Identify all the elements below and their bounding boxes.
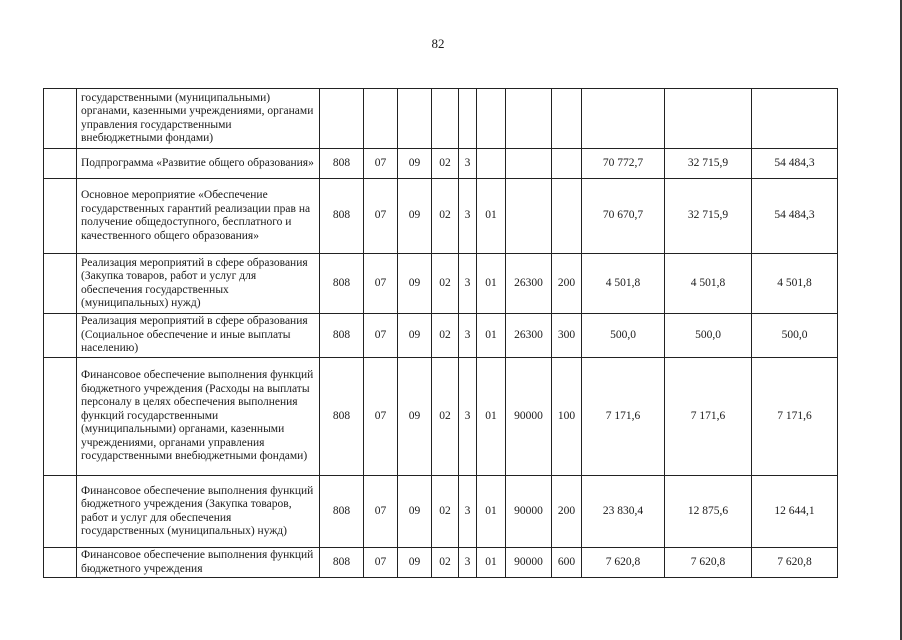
row-name: государственными (муниципальными) органами, казенными учреждениями, органами управления государственными внебюджетными фондами) [77,89,320,149]
cell-vedomstvo: 808 [320,314,364,358]
row-margin-cell [44,89,77,149]
cell-program: 02 [432,476,459,548]
cell-direction [506,89,552,149]
table-body [44,89,838,578]
cell-direction [506,179,552,254]
page-number: 82 [431,36,445,51]
cell-event: 01 [477,314,506,358]
row-name: Финансовое обеспечение выполнения функций бюджетного учреждения (Расходы на выплаты персоналу в целях обеспечения выполнения функций государственными (муниципальными) органами, казенными учреждениями, органами управления государственными внебюджетными фондами) [77,358,320,476]
cell-sum-2: 7 171,6 [665,358,752,476]
cell-sum-3: 54 484,3 [752,149,838,179]
cell-sum-1: 23 830,4 [582,476,665,548]
cell-direction: 90000 [506,548,552,578]
cell-sum-2: 7 620,8 [665,548,752,578]
row-margin-cell [44,548,77,578]
row-name: Реализация мероприятий в сфере образования (Социальное обеспечение и иные выплаты населению) [77,314,320,358]
cell-podrazdel: 09 [398,476,432,548]
cell-event [477,149,506,179]
cell-expense-type [552,179,582,254]
row-name: Основное мероприятие «Обеспечение государственных гарантий реализации прав на получение общедоступного, бесплатного и качественного общего образования» [77,179,320,254]
cell-program [432,89,459,149]
cell-event: 01 [477,254,506,314]
cell-vedomstvo: 808 [320,254,364,314]
cell-podrazdel: 09 [398,548,432,578]
cell-event: 01 [477,179,506,254]
row-margin-cell [44,476,77,548]
cell-sum-3: 7 171,6 [752,358,838,476]
row-margin-cell [44,254,77,314]
cell-vedomstvo: 808 [320,179,364,254]
cell-sum-2: 500,0 [665,314,752,358]
cell-sum-3: 54 484,3 [752,179,838,254]
cell-event: 01 [477,548,506,578]
cell-direction: 26300 [506,254,552,314]
cell-expense-type: 200 [552,254,582,314]
cell-podrazdel: 09 [398,179,432,254]
row-margin-cell [44,358,77,476]
cell-vedomstvo: 808 [320,358,364,476]
table-row [44,314,838,358]
table-row [44,254,838,314]
cell-direction: 26300 [506,314,552,358]
cell-subprogram: 3 [459,314,477,358]
cell-razdel: 07 [364,149,398,179]
table-row [44,476,838,548]
cell-direction: 90000 [506,358,552,476]
cell-vedomstvo [320,89,364,149]
cell-program: 02 [432,548,459,578]
row-name: Подпрограмма «Развитие общего образования» [77,149,320,179]
row-margin-cell [44,179,77,254]
cell-subprogram: 3 [459,179,477,254]
row-name: Финансовое обеспечение выполнения функций бюджетного учреждения [77,548,320,578]
cell-podrazdel: 09 [398,149,432,179]
cell-program: 02 [432,314,459,358]
cell-sum-2 [665,89,752,149]
cell-razdel: 07 [364,548,398,578]
cell-podrazdel [398,89,432,149]
cell-sum-1: 7 171,6 [582,358,665,476]
cell-expense-type [552,149,582,179]
cell-sum-2: 12 875,6 [665,476,752,548]
cell-direction [506,149,552,179]
cell-event: 01 [477,358,506,476]
cell-sum-1: 500,0 [582,314,665,358]
cell-vedomstvo: 808 [320,149,364,179]
cell-podrazdel: 09 [398,254,432,314]
row-margin-cell [44,149,77,179]
cell-sum-3: 7 620,8 [752,548,838,578]
cell-sum-3: 12 644,1 [752,476,838,548]
table-row [44,179,838,254]
table-row [44,89,838,149]
cell-razdel: 07 [364,179,398,254]
cell-sum-1: 4 501,8 [582,254,665,314]
cell-podrazdel: 09 [398,314,432,358]
cell-sum-1 [582,89,665,149]
cell-expense-type: 300 [552,314,582,358]
cell-program: 02 [432,254,459,314]
cell-razdel: 07 [364,476,398,548]
cell-sum-2: 32 715,9 [665,149,752,179]
cell-sum-1: 70 772,7 [582,149,665,179]
cell-program: 02 [432,358,459,476]
row-name: Реализация мероприятий в сфере образования (Закупка товаров, работ и услуг для обеспечения государственных (муниципальных) нужд) [77,254,320,314]
cell-vedomstvo: 808 [320,548,364,578]
cell-expense-type: 100 [552,358,582,476]
cell-subprogram: 3 [459,476,477,548]
row-name: Финансовое обеспечение выполнения функций бюджетного учреждения (Закупка товаров, работ и услуг для обеспечения государственных (муниципальных) нужд) [77,476,320,548]
cell-razdel: 07 [364,358,398,476]
cell-subprogram: 3 [459,548,477,578]
table-row [44,548,838,578]
cell-vedomstvo: 808 [320,476,364,548]
cell-sum-3: 500,0 [752,314,838,358]
cell-sum-3 [752,89,838,149]
cell-program: 02 [432,179,459,254]
cell-sum-2: 4 501,8 [665,254,752,314]
cell-subprogram: 3 [459,149,477,179]
cell-event: 01 [477,476,506,548]
table-row [44,149,838,179]
cell-sum-1: 7 620,8 [582,548,665,578]
cell-razdel: 07 [364,254,398,314]
cell-direction: 90000 [506,476,552,548]
budget-table [43,88,838,578]
cell-sum-2: 32 715,9 [665,179,752,254]
cell-sum-1: 70 670,7 [582,179,665,254]
cell-podrazdel: 09 [398,358,432,476]
cell-expense-type: 600 [552,548,582,578]
table-row [44,358,838,476]
cell-program: 02 [432,149,459,179]
row-margin-cell [44,314,77,358]
cell-razdel: 07 [364,314,398,358]
cell-event [477,89,506,149]
cell-subprogram: 3 [459,254,477,314]
cell-expense-type [552,89,582,149]
cell-subprogram: 3 [459,358,477,476]
cell-razdel [364,89,398,149]
cell-subprogram [459,89,477,149]
cell-expense-type: 200 [552,476,582,548]
cell-sum-3: 4 501,8 [752,254,838,314]
